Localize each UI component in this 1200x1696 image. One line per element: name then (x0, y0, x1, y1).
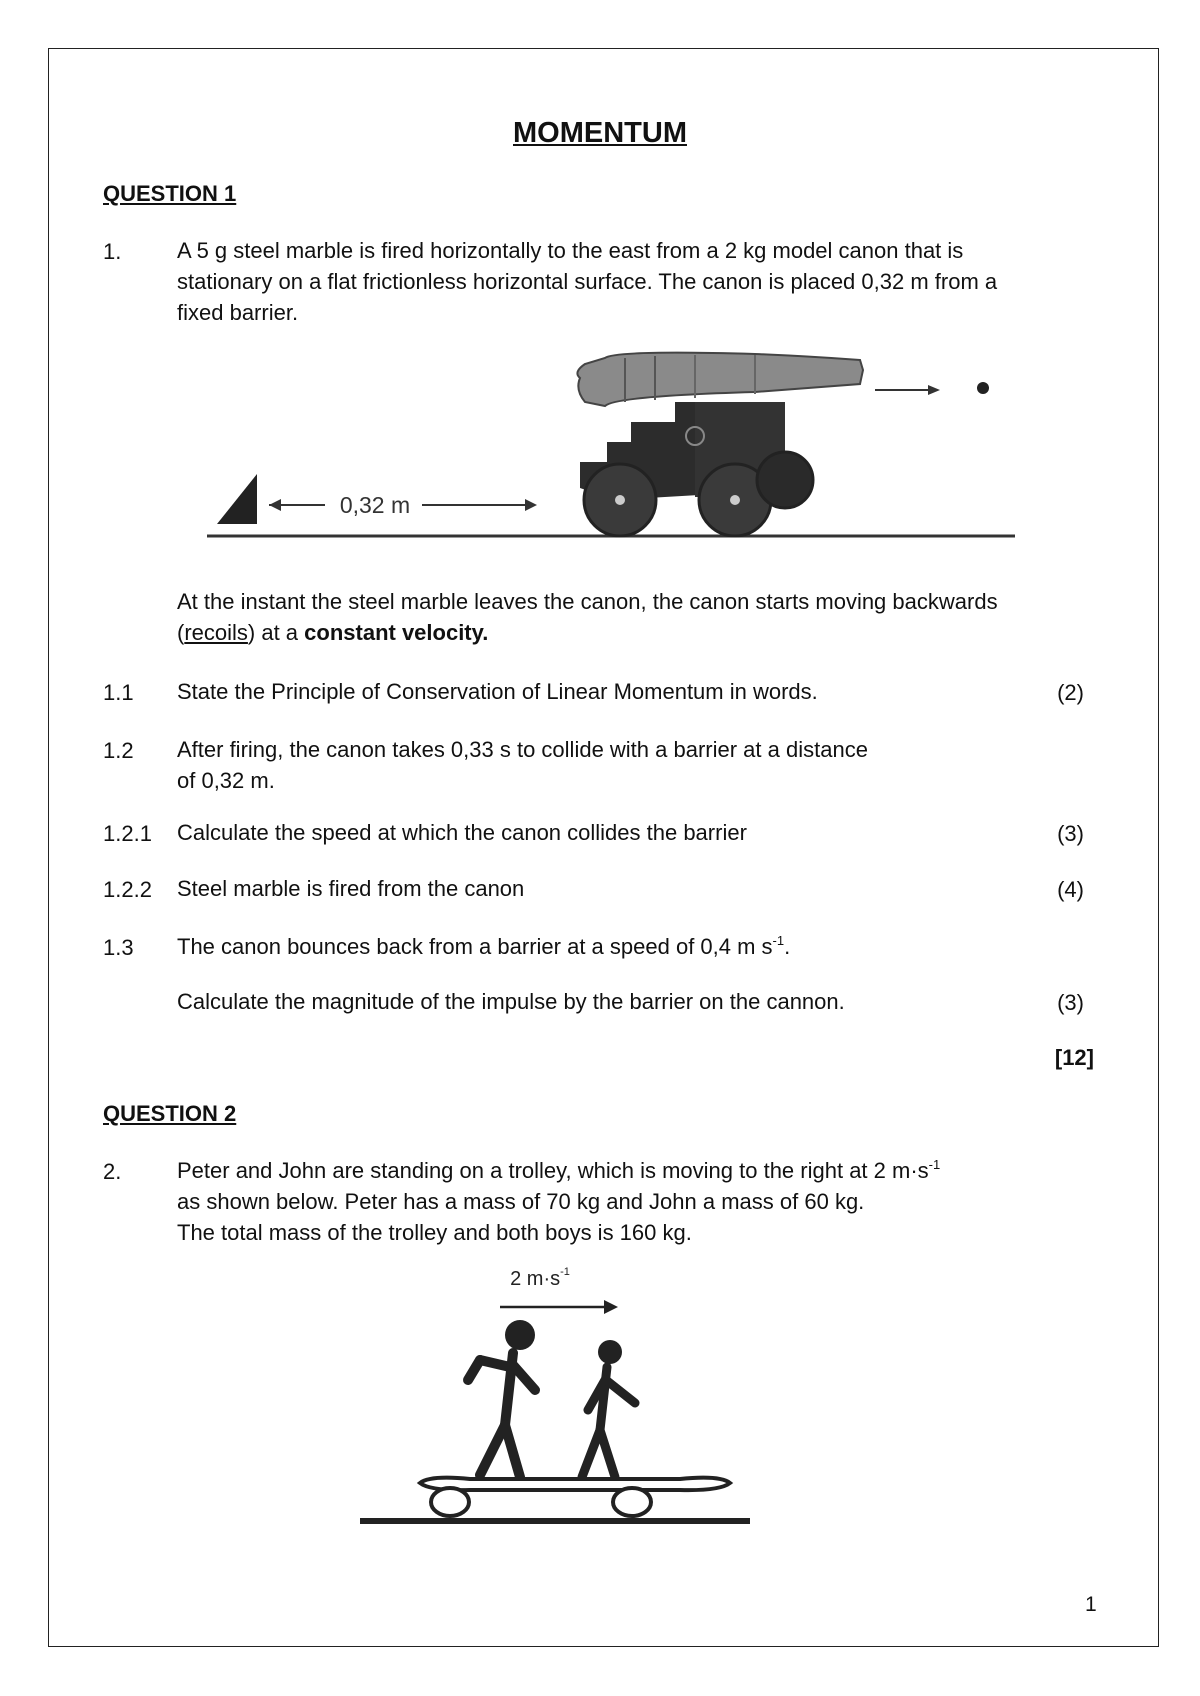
q2-line: as shown below. Peter has a mass of 70 kg and John a mass of 60 kg. (177, 1189, 865, 1214)
item-marks: (2) (1057, 680, 1084, 705)
recoil-statement (177, 586, 998, 648)
john-stick-figure-icon (582, 1340, 635, 1477)
recoil-line-1: At the instant the steel marble leaves the canon, the canon starts moving backwards (177, 589, 998, 614)
question-1-heading: QUESTION 1 (103, 181, 237, 206)
item-number: 1.3 (103, 935, 134, 960)
q2-line: Peter and John are standing on a trolley, which is moving to the right at 2 $m\cdot s^{-1}$ (177, 1157, 941, 1183)
q2-line: The total mass of the trolley and both boys is 160 kg. (177, 1220, 692, 1245)
item-number: 1.1 (103, 680, 134, 705)
arrow-right-icon (928, 385, 940, 395)
item-text: The canon bounces back from a barrier at a speed of 0,4 m $s^{-1}$. (177, 933, 791, 959)
distance-label: 0,32 m (339, 492, 411, 518)
question-2-number: 2. (103, 1159, 122, 1184)
item-text: Calculate the speed at which the canon collides the barrier (177, 820, 747, 845)
item-marks: (3) (1057, 821, 1084, 846)
arrow-right-icon (604, 1300, 618, 1314)
cannon-diagram (195, 350, 1020, 550)
intro-line: A 5 g steel marble is fired horizontally to the east from a 2 kg model canon that is (177, 238, 964, 263)
steel-marble-icon (977, 382, 989, 394)
item-number: 1.2.1 (103, 821, 152, 846)
page-title: MOMENTUM (513, 117, 687, 149)
item-number: 1.2 (103, 738, 134, 763)
question-1-number: 1. (103, 239, 122, 264)
question-1-total: [12] (1054, 1045, 1094, 1070)
item-marks: (4) (1057, 877, 1084, 902)
question-1-intro (177, 235, 997, 328)
intro-line: stationary on a flat frictionless horizontal surface. The canon is placed 0,32 m from a (177, 269, 998, 294)
recoils-word: recoils (184, 620, 248, 645)
item-marks: (3) (1057, 990, 1084, 1015)
velocity-label: 2 $m\cdot s^{-1}$ (510, 1266, 570, 1290)
item-text: Steel marble is fired from the canon (177, 876, 525, 901)
question-2-text (177, 1155, 940, 1248)
recoil-line-2: (recoils) at a constant velocity. (177, 620, 489, 645)
page-number: 1 (1085, 1593, 1097, 1616)
peter-stick-figure-icon (468, 1320, 535, 1477)
constant-velocity: constant velocity. (304, 620, 489, 645)
trolley-diagram (350, 1255, 760, 1530)
arrow-right-icon (525, 499, 537, 511)
item-number: 1.2.2 (103, 877, 152, 902)
intro-line: fixed barrier. (177, 300, 299, 325)
trolley-icon (420, 1478, 730, 1516)
item-text-line: of 0,32 m. (177, 768, 275, 793)
item-text-line: After firing, the canon takes 0,33 s to collide with a barrier at a distance (177, 737, 868, 762)
question-2-heading: QUESTION 2 (103, 1101, 237, 1126)
item-text: State the Principle of Conservation of Linear Momentum in words. (177, 679, 818, 704)
arrow-left-icon (269, 499, 281, 511)
item-text (177, 734, 868, 796)
barrier-wedge (217, 474, 257, 524)
cannon-icon (577, 353, 863, 536)
item-text: Calculate the magnitude of the impulse by the barrier on the cannon. (177, 989, 845, 1014)
